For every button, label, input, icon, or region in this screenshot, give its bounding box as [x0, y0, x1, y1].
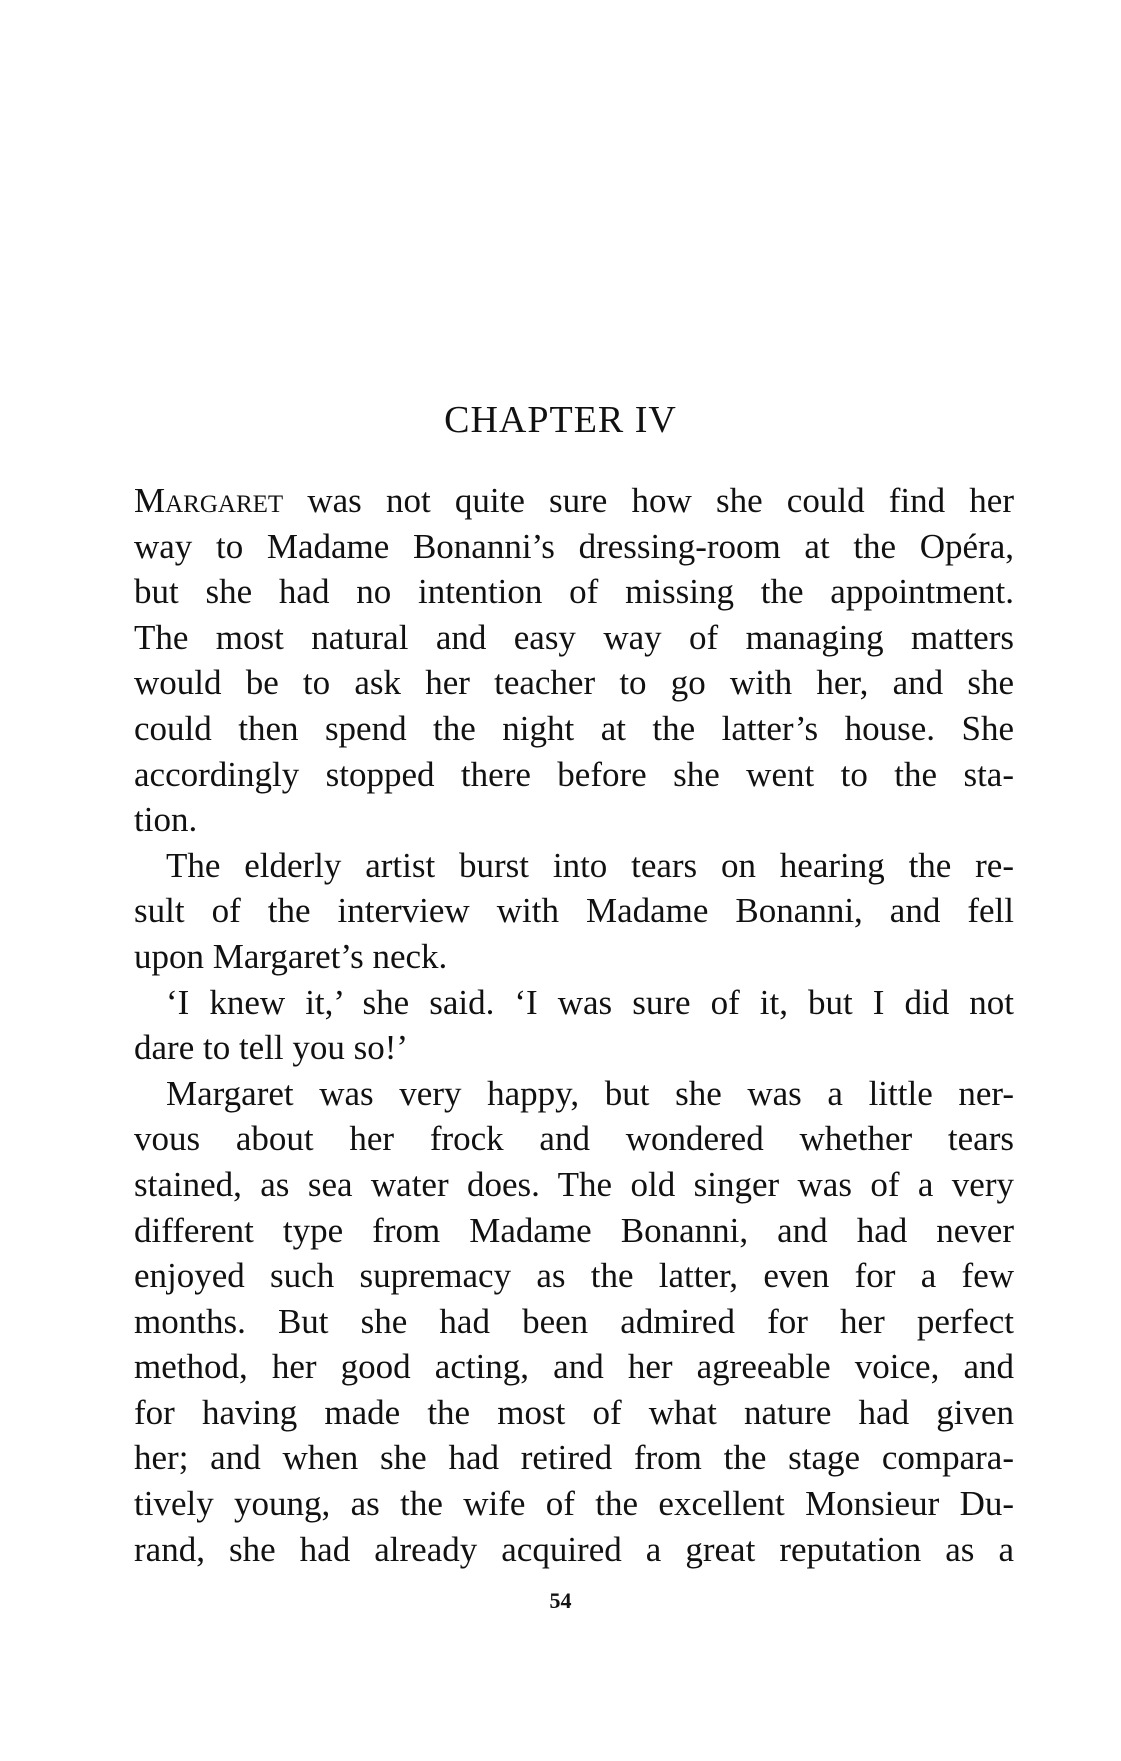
text-line: but she had no intention of missing the appointment. — [134, 572, 1014, 612]
opening-word: Margaret — [134, 481, 284, 520]
text-line: different type from Madame Bonanni, and had never — [134, 1210, 1014, 1250]
text-line: The most natural and easy way of managing matters — [134, 617, 1014, 657]
text-line: would be to ask her teacher to go with her, and she — [134, 663, 1014, 703]
text-line: for having made the most of what nature had given — [134, 1392, 1014, 1432]
text-line: ‘I knew it,’ she said. ‘I was sure of it, but I did not — [166, 982, 1014, 1022]
text-line: enjoyed such supremacy as the latter, even for a few — [134, 1256, 1014, 1296]
text-line: rand, she had already acquired a great reputation as a — [134, 1529, 1014, 1569]
text-line: accordingly stopped there before she went to the sta- — [134, 754, 1014, 794]
text-line: Margaret was very happy, but she was a little ner- — [166, 1073, 1014, 1113]
text-line: The elderly artist burst into tears on hearing the re- — [166, 845, 1014, 885]
text-line: her; and when she had retired from the stage compara- — [134, 1438, 1014, 1478]
page-number: 54 — [549, 1588, 572, 1613]
text-line: stained, as sea water does. The old singer was of a very — [134, 1164, 1014, 1204]
chapter-body — [134, 478, 1014, 1572]
text-line: tively young, as the wife of the excellent Monsieur Du- — [134, 1484, 1014, 1524]
text-line: could then spend the night at the latter’s house. She — [134, 708, 1014, 748]
text-line: vous about her frock and wondered whether tears — [134, 1119, 1014, 1159]
text-line: way to Madame Bonanni’s dressing-room at the Opéra, — [134, 526, 1014, 566]
chapter-title: CHAPTER IV — [444, 399, 677, 441]
text-line-content: was not quite sure how she could find her — [283, 481, 1014, 520]
text-line: dare to tell you so!’ — [134, 1028, 409, 1068]
text-line: method, her good acting, and her agreeable voice, and — [134, 1347, 1014, 1387]
text-line — [134, 478, 1014, 524]
text-line: months. But she had been admired for her perfect — [134, 1301, 1014, 1341]
text-line: upon Margaret’s neck. — [134, 936, 448, 976]
text-line: tion. — [134, 800, 198, 840]
text-line: sult of the interview with Madame Bonanni, and fell — [134, 891, 1014, 931]
